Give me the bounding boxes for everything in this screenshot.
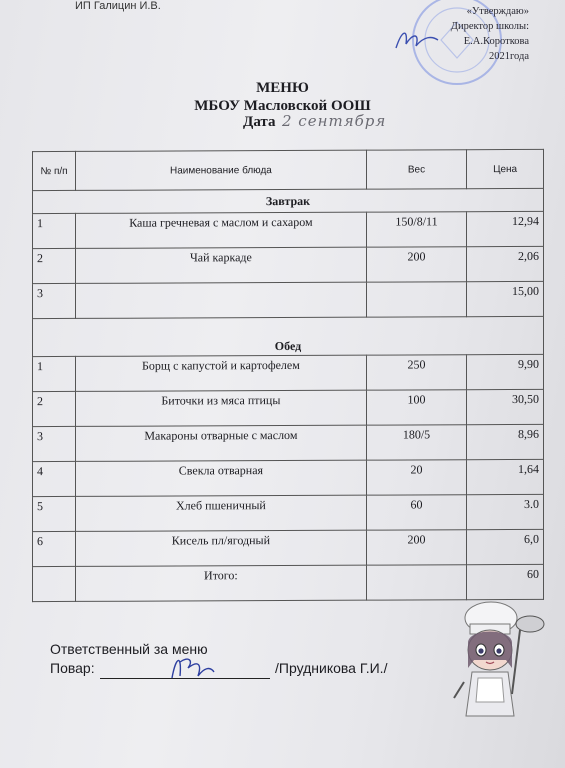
row-number: 5 xyxy=(33,496,76,531)
school-name: МБОУ Масловской ООШ xyxy=(194,98,371,114)
row-number: 1 xyxy=(33,213,76,248)
row-number: 1 xyxy=(33,356,76,391)
cook-name: /Прудникова Г.И./ xyxy=(275,660,388,676)
table-header-row xyxy=(33,149,544,190)
total-value: 60 xyxy=(467,564,544,599)
row-dish: Макароны отварные с маслом xyxy=(76,425,367,461)
lunch-section xyxy=(33,316,544,356)
row-weight xyxy=(366,282,466,317)
row-dish: Биточки из мяса птицы xyxy=(76,390,367,426)
approval-line: Е.А.Короткова xyxy=(463,36,529,47)
row-dish: Каша гречневая с маслом и сахаром xyxy=(76,212,367,248)
row-price: 12,94 xyxy=(467,211,544,246)
row-price: 1,64 xyxy=(467,459,544,494)
header-price: Цена xyxy=(467,149,544,188)
breakfast-section xyxy=(33,188,544,213)
row-dish: Кисель пл/ягодный xyxy=(76,530,367,566)
table-row xyxy=(33,424,544,461)
approval-line: «Утверждаю» xyxy=(466,6,529,17)
table-row xyxy=(33,494,544,531)
row-weight: 100 xyxy=(366,390,466,425)
header-dish: Наименование блюда xyxy=(76,150,367,190)
row-number: 6 xyxy=(33,531,76,566)
approval-line: 2021года xyxy=(489,51,529,62)
row-dish: Свекла отварная xyxy=(76,460,367,496)
total-label: Итого: xyxy=(76,565,367,601)
row-dish: Хлеб пшеничный xyxy=(76,495,367,531)
date-label: Дата xyxy=(243,114,276,130)
total-row xyxy=(33,564,544,601)
row-weight: 150/8/11 xyxy=(366,212,466,247)
table-row xyxy=(33,211,544,248)
row-number: 3 xyxy=(33,283,76,318)
approval-line: Директор школы: xyxy=(450,21,529,32)
company-name: ИП Галицин И.В. xyxy=(75,0,161,12)
row-price: 2,06 xyxy=(467,246,544,281)
responsible-label: Ответственный за меню xyxy=(50,641,208,657)
table-row xyxy=(33,246,544,283)
total-spacer xyxy=(33,566,76,601)
row-number: 2 xyxy=(33,391,76,426)
row-number: 2 xyxy=(33,248,76,283)
row-price: 3.0 xyxy=(467,494,544,529)
row-dish xyxy=(76,282,367,318)
row-number: 3 xyxy=(33,426,76,461)
row-weight: 20 xyxy=(366,460,466,495)
row-weight: 200 xyxy=(366,247,466,282)
total-spacer xyxy=(366,565,466,600)
row-weight: 180/5 xyxy=(366,425,466,460)
table-row xyxy=(33,529,544,566)
row-dish: Чай каркаде xyxy=(76,247,367,283)
table-row xyxy=(33,459,544,496)
row-weight: 250 xyxy=(366,355,466,390)
chef-girl-illustration xyxy=(436,598,554,720)
row-dish: Борщ с капустой и картофелем xyxy=(76,355,367,391)
row-weight: 200 xyxy=(366,530,466,565)
header-number: № п/п xyxy=(33,151,76,190)
date-value: 2 сентября xyxy=(282,112,387,130)
row-number: 4 xyxy=(33,461,76,496)
director-signature xyxy=(392,26,442,54)
table-row xyxy=(33,389,544,426)
menu-title: МЕНЮ xyxy=(256,80,309,96)
table-row xyxy=(33,354,544,391)
breakfast-label: Завтрак xyxy=(33,188,544,213)
cook-label: Повар: xyxy=(50,660,95,676)
menu-table xyxy=(32,149,544,602)
row-price: 6,0 xyxy=(467,529,544,564)
row-price: 9,90 xyxy=(467,354,544,389)
table-row xyxy=(33,281,544,318)
row-price: 15,00 xyxy=(467,281,544,316)
lunch-label: Обед xyxy=(33,316,544,356)
row-price: 30,50 xyxy=(467,389,544,424)
row-weight: 60 xyxy=(366,495,466,530)
cook-signature xyxy=(168,650,218,686)
header-weight: Вес xyxy=(366,150,466,189)
row-price: 8,96 xyxy=(467,424,544,459)
